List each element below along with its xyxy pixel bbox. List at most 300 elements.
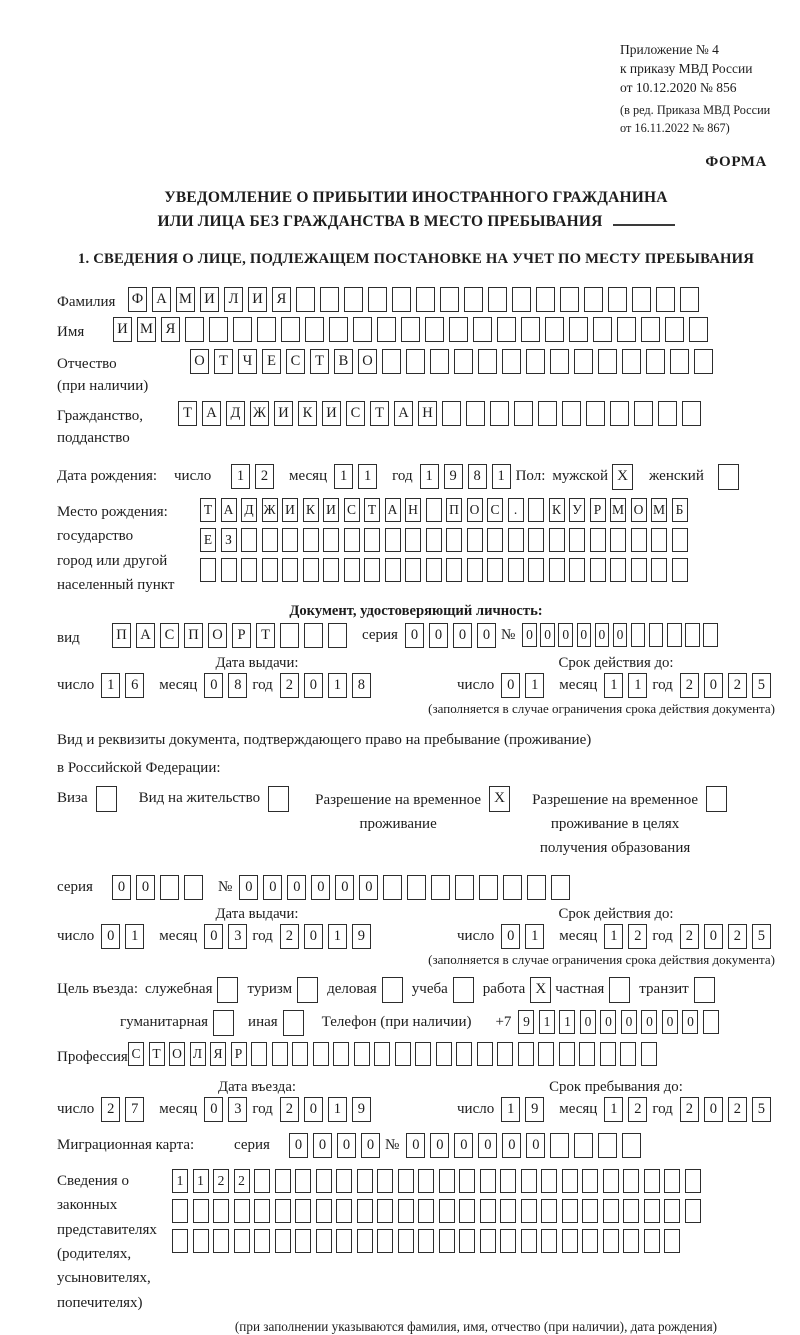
- form-cell[interactable]: [478, 349, 497, 374]
- form-cell[interactable]: [185, 317, 204, 342]
- form-cell[interactable]: [257, 317, 276, 342]
- form-cell[interactable]: 2: [280, 1097, 299, 1122]
- form-cell[interactable]: [217, 977, 238, 1003]
- form-cell[interactable]: [449, 317, 468, 342]
- form-cell[interactable]: Р: [232, 623, 251, 648]
- form-cell[interactable]: [254, 1199, 270, 1223]
- form-cell[interactable]: [336, 1169, 352, 1193]
- form-cell[interactable]: [646, 349, 665, 374]
- form-cell[interactable]: 0: [112, 875, 131, 900]
- form-cell[interactable]: [528, 498, 544, 522]
- form-cell[interactable]: [658, 401, 677, 426]
- form-cell[interactable]: [667, 623, 682, 647]
- form-cell[interactable]: [550, 1133, 569, 1158]
- form-cell[interactable]: [649, 623, 664, 647]
- form-cell[interactable]: О: [631, 498, 647, 522]
- form-cell[interactable]: [426, 528, 442, 552]
- form-cell[interactable]: [431, 875, 450, 900]
- form-cell[interactable]: 0: [502, 1133, 521, 1158]
- form-cell[interactable]: Н: [418, 401, 437, 426]
- form-cell[interactable]: [405, 558, 421, 582]
- form-cell[interactable]: [406, 349, 425, 374]
- form-cell[interactable]: 0: [477, 623, 496, 648]
- form-cell[interactable]: З: [221, 528, 237, 552]
- form-cell[interactable]: [664, 1169, 680, 1193]
- form-cell[interactable]: А: [385, 498, 401, 522]
- form-cell[interactable]: Ф: [128, 287, 147, 312]
- form-cell[interactable]: [280, 623, 299, 648]
- form-cell[interactable]: [603, 1199, 619, 1223]
- form-cell[interactable]: 2: [728, 673, 747, 698]
- form-cell[interactable]: С: [346, 401, 365, 426]
- form-cell[interactable]: [682, 401, 701, 426]
- form-cell[interactable]: [665, 317, 684, 342]
- form-cell[interactable]: [582, 1199, 598, 1223]
- form-cell[interactable]: 1: [604, 1097, 623, 1122]
- form-cell[interactable]: Л: [224, 287, 243, 312]
- form-cell[interactable]: В: [334, 349, 353, 374]
- form-cell[interactable]: [623, 1199, 639, 1223]
- form-cell[interactable]: 0: [662, 1010, 678, 1034]
- form-cell[interactable]: 1: [328, 924, 347, 949]
- form-cell[interactable]: [500, 1199, 516, 1223]
- form-cell[interactable]: [344, 287, 363, 312]
- form-cell[interactable]: [651, 528, 667, 552]
- form-cell[interactable]: П: [184, 623, 203, 648]
- form-cell[interactable]: [382, 977, 403, 1003]
- form-cell[interactable]: [459, 1229, 475, 1253]
- form-cell[interactable]: С: [128, 1042, 144, 1066]
- form-cell[interactable]: [467, 528, 483, 552]
- form-cell[interactable]: [382, 349, 401, 374]
- form-cell[interactable]: А: [202, 401, 221, 426]
- form-cell[interactable]: [233, 317, 252, 342]
- form-cell[interactable]: [453, 977, 474, 1003]
- form-cell[interactable]: 1: [539, 1010, 555, 1034]
- form-cell[interactable]: [551, 875, 570, 900]
- form-cell[interactable]: 0: [577, 623, 592, 647]
- form-cell[interactable]: 0: [337, 1133, 356, 1158]
- form-cell[interactable]: [374, 1042, 390, 1066]
- form-cell[interactable]: У: [569, 498, 585, 522]
- form-cell[interactable]: [703, 1010, 719, 1034]
- form-cell[interactable]: 2: [728, 1097, 747, 1122]
- form-cell[interactable]: С: [344, 498, 360, 522]
- form-cell[interactable]: [603, 1169, 619, 1193]
- form-cell[interactable]: О: [358, 349, 377, 374]
- form-cell[interactable]: [283, 1010, 304, 1036]
- form-cell[interactable]: [439, 1169, 455, 1193]
- form-cell[interactable]: [579, 1042, 595, 1066]
- form-cell[interactable]: [440, 287, 459, 312]
- form-cell[interactable]: 2: [680, 924, 699, 949]
- form-cell[interactable]: [275, 1169, 291, 1193]
- form-cell[interactable]: [521, 1169, 537, 1193]
- form-cell[interactable]: [328, 623, 347, 648]
- form-cell[interactable]: Т: [200, 498, 216, 522]
- form-cell[interactable]: [160, 875, 179, 900]
- form-cell[interactable]: [459, 1199, 475, 1223]
- form-cell[interactable]: [295, 1199, 311, 1223]
- form-cell[interactable]: 0: [501, 673, 520, 698]
- form-cell[interactable]: Б: [672, 498, 688, 522]
- form-cell[interactable]: [610, 401, 629, 426]
- form-cell[interactable]: [685, 623, 700, 647]
- form-cell[interactable]: [500, 1169, 516, 1193]
- form-cell[interactable]: 0: [704, 673, 723, 698]
- form-cell[interactable]: [541, 1229, 557, 1253]
- form-cell[interactable]: 0: [454, 1133, 473, 1158]
- form-cell[interactable]: [282, 558, 298, 582]
- form-cell[interactable]: [241, 558, 257, 582]
- form-cell[interactable]: Т: [256, 623, 275, 648]
- form-cell[interactable]: Е: [200, 528, 216, 552]
- form-cell[interactable]: [272, 1042, 288, 1066]
- form-cell[interactable]: [456, 1042, 472, 1066]
- form-cell[interactable]: [303, 558, 319, 582]
- form-cell[interactable]: [430, 349, 449, 374]
- form-cell[interactable]: [623, 1169, 639, 1193]
- form-cell[interactable]: 0: [429, 623, 448, 648]
- form-cell[interactable]: Ж: [262, 498, 278, 522]
- form-cell[interactable]: 9: [444, 464, 463, 489]
- form-cell[interactable]: [398, 1199, 414, 1223]
- form-cell[interactable]: 8: [352, 673, 371, 698]
- form-cell[interactable]: [623, 1229, 639, 1253]
- form-cell[interactable]: [518, 1042, 534, 1066]
- form-cell[interactable]: 0: [335, 875, 354, 900]
- form-cell[interactable]: [562, 401, 581, 426]
- form-cell[interactable]: [377, 1199, 393, 1223]
- form-cell[interactable]: [368, 287, 387, 312]
- form-cell[interactable]: [608, 287, 627, 312]
- form-cell[interactable]: 0: [682, 1010, 698, 1034]
- form-cell[interactable]: [480, 1229, 496, 1253]
- form-cell[interactable]: [490, 401, 509, 426]
- form-cell[interactable]: X: [530, 977, 551, 1003]
- form-cell[interactable]: [703, 623, 718, 647]
- form-cell[interactable]: П: [446, 498, 462, 522]
- form-cell[interactable]: [364, 528, 380, 552]
- form-cell[interactable]: [398, 1169, 414, 1193]
- form-cell[interactable]: [508, 528, 524, 552]
- form-cell[interactable]: [392, 287, 411, 312]
- form-cell[interactable]: [254, 1169, 270, 1193]
- form-cell[interactable]: О: [169, 1042, 185, 1066]
- form-cell[interactable]: [336, 1229, 352, 1253]
- form-cell[interactable]: [541, 1169, 557, 1193]
- form-cell[interactable]: [590, 558, 606, 582]
- form-cell[interactable]: 0: [136, 875, 155, 900]
- form-cell[interactable]: [184, 875, 203, 900]
- form-cell[interactable]: [631, 528, 647, 552]
- form-cell[interactable]: [268, 786, 289, 812]
- form-cell[interactable]: 1: [328, 673, 347, 698]
- form-cell[interactable]: 5: [752, 673, 771, 698]
- form-cell[interactable]: [569, 317, 588, 342]
- form-cell[interactable]: 8: [228, 673, 247, 698]
- form-cell[interactable]: [172, 1229, 188, 1253]
- form-cell[interactable]: [446, 528, 462, 552]
- form-cell[interactable]: 2: [680, 1097, 699, 1122]
- form-cell[interactable]: [582, 1229, 598, 1253]
- form-cell[interactable]: [336, 1199, 352, 1223]
- form-cell[interactable]: Т: [178, 401, 197, 426]
- form-cell[interactable]: Л: [190, 1042, 206, 1066]
- form-cell[interactable]: 0: [613, 623, 628, 647]
- form-cell[interactable]: 0: [641, 1010, 657, 1034]
- form-cell[interactable]: [718, 464, 739, 490]
- form-cell[interactable]: А: [136, 623, 155, 648]
- form-cell[interactable]: 2: [680, 673, 699, 698]
- form-cell[interactable]: [281, 317, 300, 342]
- form-cell[interactable]: [254, 1229, 270, 1253]
- form-cell[interactable]: И: [248, 287, 267, 312]
- form-cell[interactable]: 3: [228, 1097, 247, 1122]
- form-cell[interactable]: 1: [501, 1097, 520, 1122]
- form-cell[interactable]: [706, 786, 727, 812]
- form-cell[interactable]: [295, 1169, 311, 1193]
- form-cell[interactable]: [574, 1133, 593, 1158]
- form-cell[interactable]: [213, 1229, 229, 1253]
- form-cell[interactable]: [500, 1229, 516, 1253]
- form-cell[interactable]: [610, 558, 626, 582]
- form-cell[interactable]: [672, 558, 688, 582]
- form-cell[interactable]: Т: [149, 1042, 165, 1066]
- form-cell[interactable]: [480, 1169, 496, 1193]
- form-cell[interactable]: 1: [628, 673, 647, 698]
- form-cell[interactable]: 1: [125, 924, 144, 949]
- form-cell[interactable]: [685, 1199, 701, 1223]
- form-cell[interactable]: [377, 317, 396, 342]
- form-cell[interactable]: [549, 528, 565, 552]
- form-cell[interactable]: [502, 349, 521, 374]
- form-cell[interactable]: [333, 1042, 349, 1066]
- form-cell[interactable]: [631, 623, 646, 647]
- form-cell[interactable]: 1: [328, 1097, 347, 1122]
- form-cell[interactable]: 0: [526, 1133, 545, 1158]
- form-cell[interactable]: И: [282, 498, 298, 522]
- form-cell[interactable]: 9: [525, 1097, 544, 1122]
- form-cell[interactable]: [221, 558, 237, 582]
- form-cell[interactable]: О: [208, 623, 227, 648]
- form-cell[interactable]: 3: [228, 924, 247, 949]
- form-cell[interactable]: Р: [590, 498, 606, 522]
- form-cell[interactable]: [313, 1042, 329, 1066]
- form-cell[interactable]: Е: [262, 349, 281, 374]
- form-cell[interactable]: [262, 528, 278, 552]
- form-cell[interactable]: 5: [752, 924, 771, 949]
- form-cell[interactable]: [398, 1229, 414, 1253]
- form-cell[interactable]: Т: [310, 349, 329, 374]
- form-cell[interactable]: [644, 1169, 660, 1193]
- form-cell[interactable]: [439, 1229, 455, 1253]
- form-cell[interactable]: А: [221, 498, 237, 522]
- form-cell[interactable]: [559, 1042, 575, 1066]
- form-cell[interactable]: 0: [704, 924, 723, 949]
- form-cell[interactable]: 1: [559, 1010, 575, 1034]
- form-cell[interactable]: [425, 317, 444, 342]
- form-cell[interactable]: 0: [430, 1133, 449, 1158]
- form-cell[interactable]: 8: [468, 464, 487, 489]
- form-cell[interactable]: 0: [580, 1010, 596, 1034]
- form-cell[interactable]: [418, 1229, 434, 1253]
- form-cell[interactable]: 0: [313, 1133, 332, 1158]
- form-cell[interactable]: 0: [263, 875, 282, 900]
- form-cell[interactable]: [644, 1229, 660, 1253]
- form-cell[interactable]: 0: [595, 623, 610, 647]
- form-cell[interactable]: Я: [161, 317, 180, 342]
- form-cell[interactable]: О: [190, 349, 209, 374]
- form-cell[interactable]: [442, 401, 461, 426]
- form-cell[interactable]: И: [322, 401, 341, 426]
- form-cell[interactable]: [172, 1199, 188, 1223]
- form-cell[interactable]: [562, 1169, 578, 1193]
- form-cell[interactable]: 0: [287, 875, 306, 900]
- form-cell[interactable]: [477, 1042, 493, 1066]
- form-cell[interactable]: [550, 349, 569, 374]
- form-cell[interactable]: П: [112, 623, 131, 648]
- form-cell[interactable]: [610, 528, 626, 552]
- form-cell[interactable]: [631, 558, 647, 582]
- form-cell[interactable]: 0: [289, 1133, 308, 1158]
- form-cell[interactable]: И: [323, 498, 339, 522]
- form-cell[interactable]: [213, 1010, 234, 1036]
- form-cell[interactable]: X: [612, 464, 633, 490]
- form-cell[interactable]: М: [610, 498, 626, 522]
- form-cell[interactable]: 2: [101, 1097, 120, 1122]
- form-cell[interactable]: И: [200, 287, 219, 312]
- form-cell[interactable]: [685, 1169, 701, 1193]
- form-cell[interactable]: С: [286, 349, 305, 374]
- form-cell[interactable]: [488, 287, 507, 312]
- form-cell[interactable]: [200, 558, 216, 582]
- form-cell[interactable]: [664, 1199, 680, 1223]
- form-cell[interactable]: Ч: [238, 349, 257, 374]
- form-cell[interactable]: [320, 287, 339, 312]
- form-cell[interactable]: 1: [525, 924, 544, 949]
- form-cell[interactable]: [562, 1199, 578, 1223]
- form-cell[interactable]: [562, 1229, 578, 1253]
- form-cell[interactable]: [354, 1042, 370, 1066]
- form-cell[interactable]: М: [176, 287, 195, 312]
- form-cell[interactable]: 9: [352, 924, 371, 949]
- form-cell[interactable]: [193, 1199, 209, 1223]
- form-cell[interactable]: [632, 287, 651, 312]
- form-cell[interactable]: [344, 528, 360, 552]
- form-cell[interactable]: [598, 349, 617, 374]
- form-cell[interactable]: [497, 317, 516, 342]
- form-cell[interactable]: 1: [525, 673, 544, 698]
- form-cell[interactable]: 0: [704, 1097, 723, 1122]
- form-cell[interactable]: [617, 317, 636, 342]
- form-cell[interactable]: [670, 349, 689, 374]
- form-cell[interactable]: 1: [604, 924, 623, 949]
- form-cell[interactable]: [641, 317, 660, 342]
- form-cell[interactable]: 1: [231, 464, 250, 489]
- form-cell[interactable]: [487, 528, 503, 552]
- form-cell[interactable]: 0: [600, 1010, 616, 1034]
- form-cell[interactable]: [401, 317, 420, 342]
- form-cell[interactable]: [508, 558, 524, 582]
- form-cell[interactable]: К: [303, 498, 319, 522]
- form-cell[interactable]: [569, 528, 585, 552]
- form-cell[interactable]: [664, 1229, 680, 1253]
- form-cell[interactable]: 1: [334, 464, 353, 489]
- form-cell[interactable]: [416, 287, 435, 312]
- form-cell[interactable]: М: [651, 498, 667, 522]
- form-cell[interactable]: [439, 1199, 455, 1223]
- form-cell[interactable]: 0: [558, 623, 573, 647]
- form-cell[interactable]: [680, 287, 699, 312]
- form-cell[interactable]: [455, 875, 474, 900]
- form-cell[interactable]: 2: [280, 924, 299, 949]
- form-cell[interactable]: 1: [492, 464, 511, 489]
- form-cell[interactable]: [512, 287, 531, 312]
- form-cell[interactable]: 1: [358, 464, 377, 489]
- form-cell[interactable]: 2: [234, 1169, 250, 1193]
- form-cell[interactable]: 0: [453, 623, 472, 648]
- form-cell[interactable]: [656, 287, 675, 312]
- form-cell[interactable]: [584, 287, 603, 312]
- form-cell[interactable]: О: [467, 498, 483, 522]
- form-cell[interactable]: 1: [420, 464, 439, 489]
- form-cell[interactable]: 0: [304, 924, 323, 949]
- form-cell[interactable]: [603, 1229, 619, 1253]
- form-cell[interactable]: [694, 349, 713, 374]
- form-cell[interactable]: [297, 977, 318, 1003]
- form-cell[interactable]: [480, 1199, 496, 1223]
- form-cell[interactable]: [473, 317, 492, 342]
- form-cell[interactable]: [514, 401, 533, 426]
- form-cell[interactable]: [241, 528, 257, 552]
- form-cell[interactable]: [385, 528, 401, 552]
- form-cell[interactable]: Д: [241, 498, 257, 522]
- form-cell[interactable]: [622, 349, 641, 374]
- form-cell[interactable]: 0: [361, 1133, 380, 1158]
- form-cell[interactable]: [426, 558, 442, 582]
- form-cell[interactable]: 1: [604, 673, 623, 698]
- form-cell[interactable]: [357, 1229, 373, 1253]
- form-cell[interactable]: [275, 1199, 291, 1223]
- form-cell[interactable]: [323, 558, 339, 582]
- form-cell[interactable]: Т: [214, 349, 233, 374]
- form-cell[interactable]: [689, 317, 708, 342]
- form-cell[interactable]: [466, 401, 485, 426]
- form-cell[interactable]: [593, 317, 612, 342]
- form-cell[interactable]: А: [152, 287, 171, 312]
- form-cell[interactable]: Р: [231, 1042, 247, 1066]
- form-cell[interactable]: 0: [405, 623, 424, 648]
- form-cell[interactable]: 0: [501, 924, 520, 949]
- form-cell[interactable]: 0: [204, 924, 223, 949]
- form-cell[interactable]: [521, 1229, 537, 1253]
- form-cell[interactable]: [395, 1042, 411, 1066]
- form-cell[interactable]: Н: [405, 498, 421, 522]
- form-cell[interactable]: Я: [210, 1042, 226, 1066]
- form-cell[interactable]: [467, 558, 483, 582]
- form-cell[interactable]: [385, 558, 401, 582]
- form-cell[interactable]: 7: [125, 1097, 144, 1122]
- form-cell[interactable]: И: [274, 401, 293, 426]
- form-cell[interactable]: Т: [370, 401, 389, 426]
- form-cell[interactable]: [598, 1133, 617, 1158]
- form-cell[interactable]: [329, 317, 348, 342]
- form-cell[interactable]: [407, 875, 426, 900]
- form-cell[interactable]: 0: [406, 1133, 425, 1158]
- form-cell[interactable]: [464, 287, 483, 312]
- form-cell[interactable]: [377, 1169, 393, 1193]
